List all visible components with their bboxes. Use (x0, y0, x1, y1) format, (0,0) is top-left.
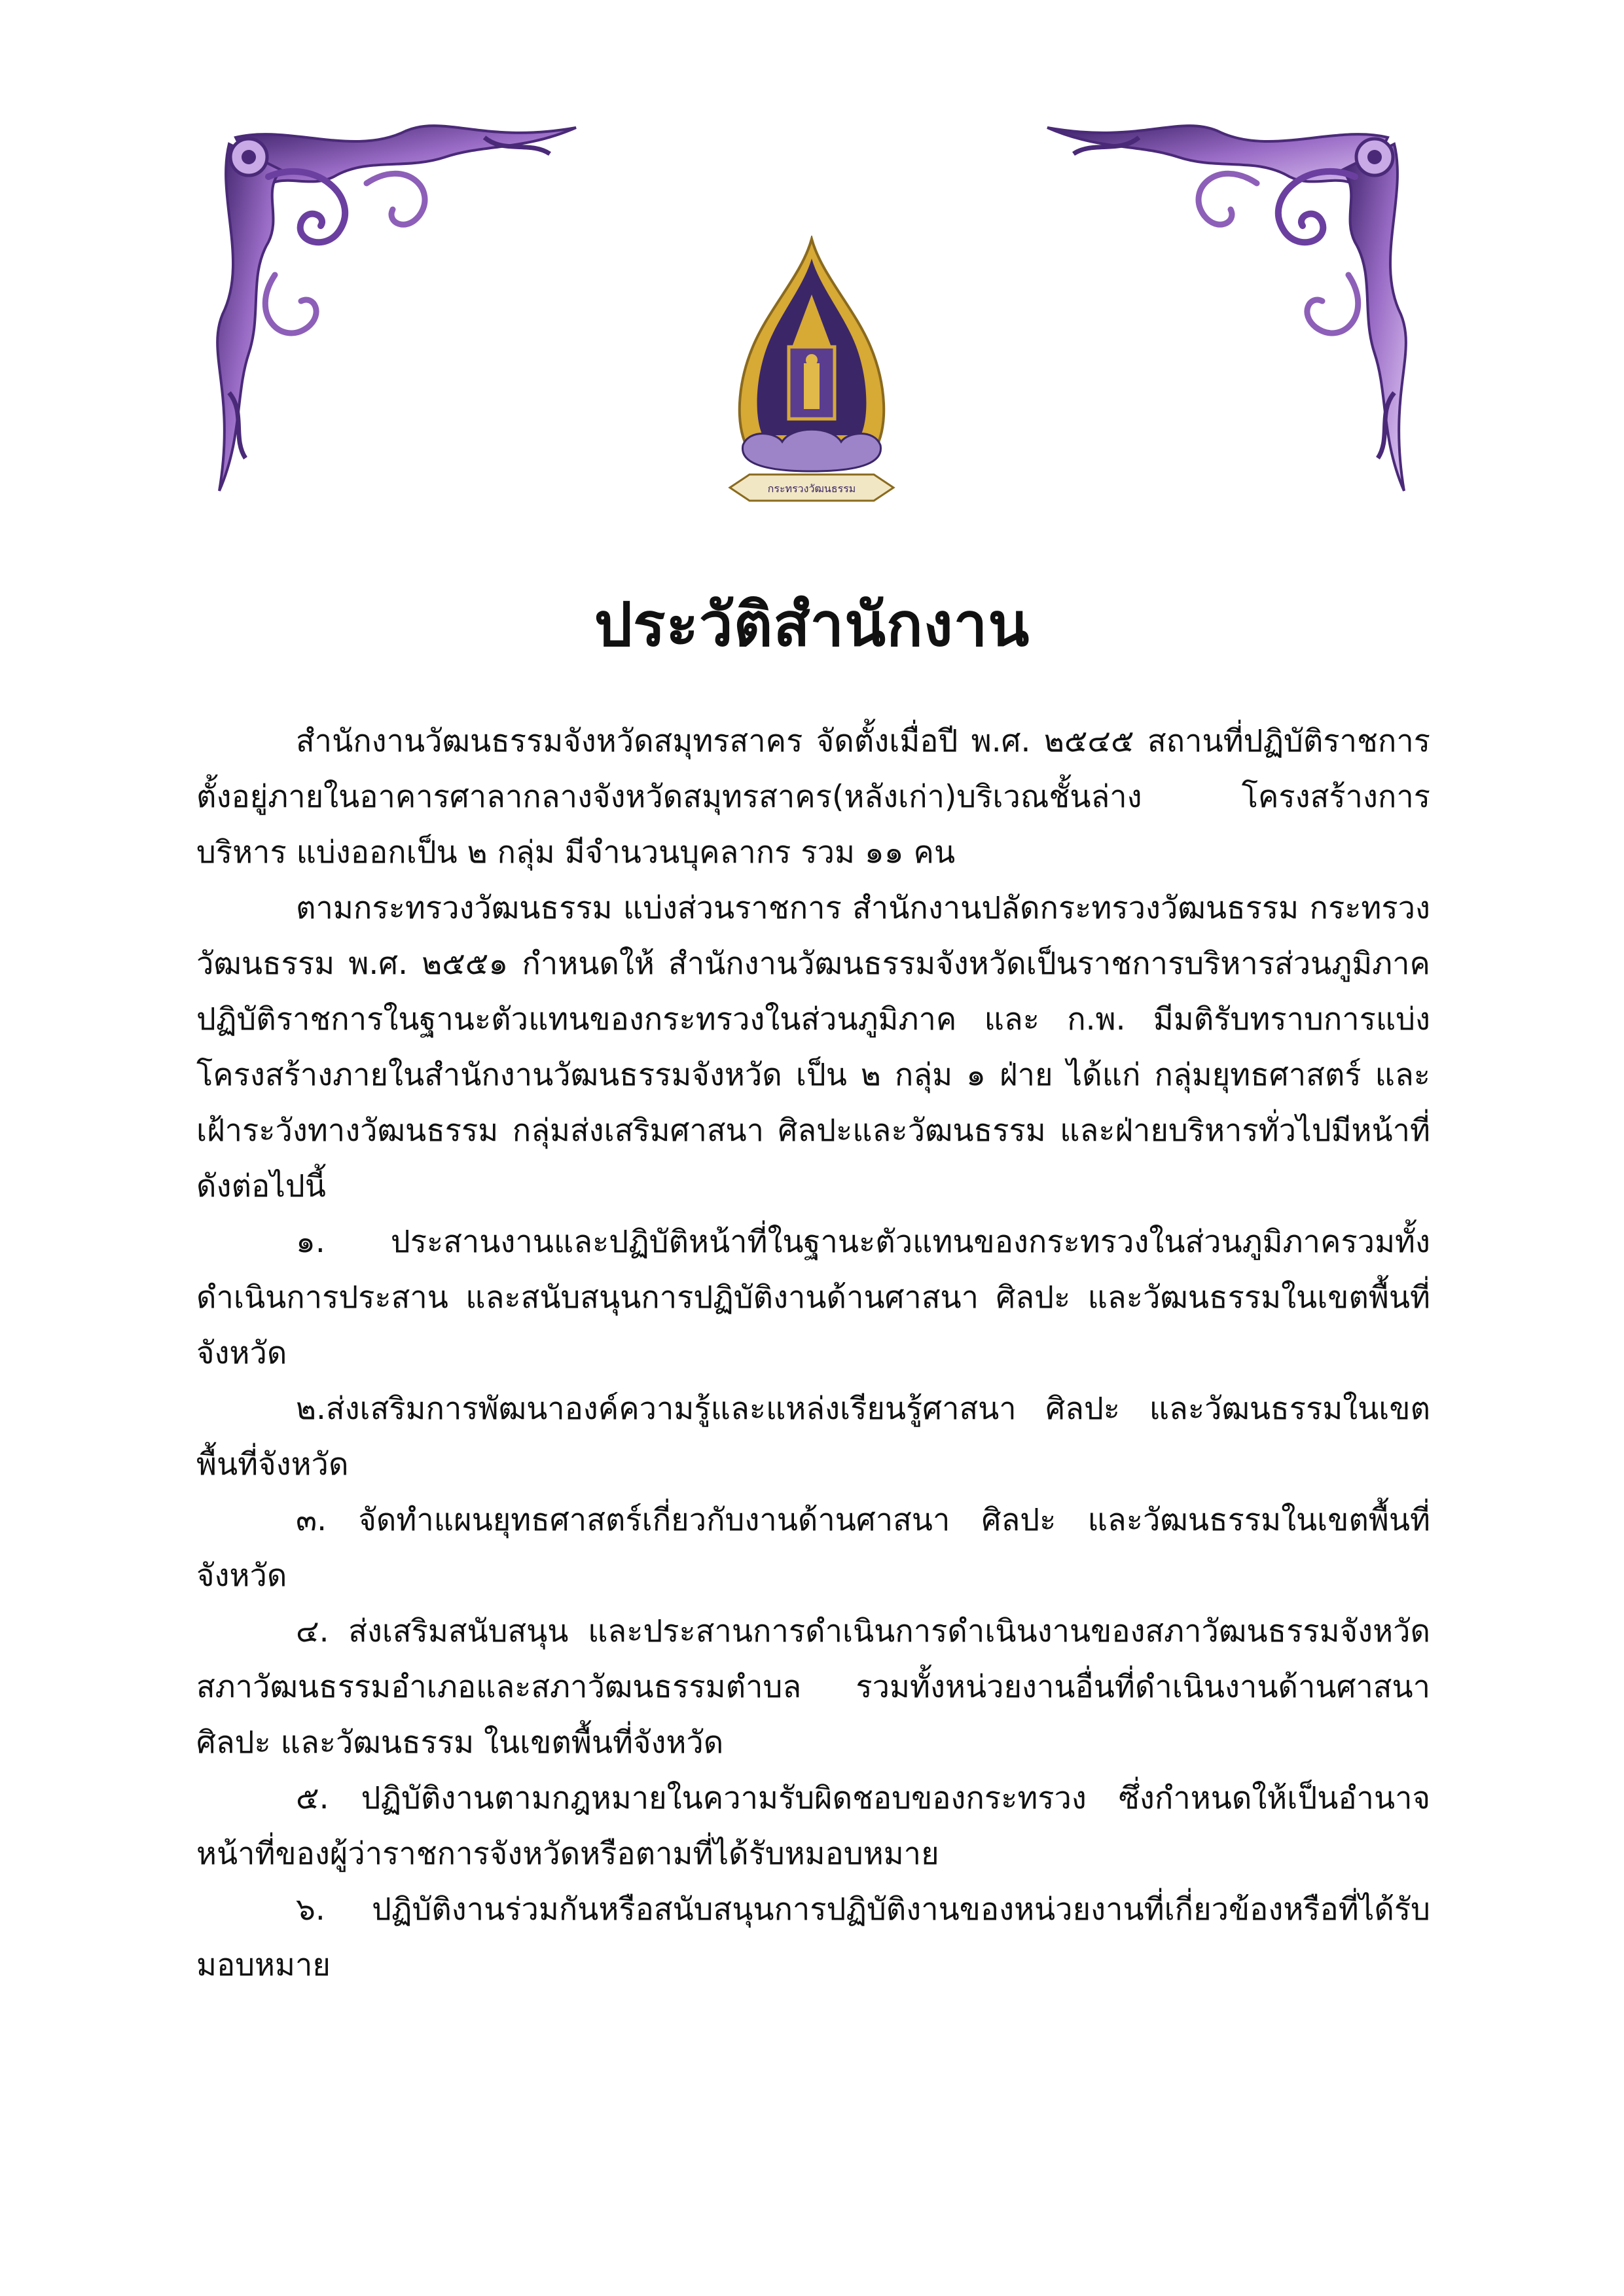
duty-item-1: ๑. ประสานงานและปฏิบัติหน้าที่ในฐานะตัวแทนของกระทรวงในส่วนภูมิภาครวมทั้งดำเนินการประสาน และสนับสนุนการปฏิบัติงานด้านศาสนา ศิลปะ และวัฒนธรรมในเขตพื้นที่จังหวัด (196, 1224, 1430, 1371)
corner-ornament-left (209, 118, 602, 511)
duty-item-5: ๕. ปฏิบัติงานตามกฎหมายในความรับผิดชอบของกระทรวง ซึ่งกำหนดให้เป็นอำนาจหน้าที่ของผู้ว่าราชการจังหวัดหรือตามที่ได้รับหมอบหมาย (196, 1780, 1430, 1872)
emblem-banner-text: กระทรวงวัฒนธรรม (767, 482, 856, 495)
duty-item-6: ๖. ปฏิบัติงานร่วมกันหรือสนับสนุนการปฏิบัติงานของหน่วยงานที่เกี่ยวข้องหรือที่ได้รับมอบหมาย (196, 1892, 1430, 1983)
ministry-emblem (723, 236, 900, 511)
paragraph-intro: สำนักงานวัฒนธรรมจังหวัดสมุทรสาคร จัดตั้งเมื่อปี พ.ศ. ๒๕๔๕ สถานที่ปฏิบัติราชการตั้งอยู่ภายในอาคารศาลากลางจังหวัดสมุทรสาคร(หลังเก่า)บริเวณชั้นล่าง โครงสร้างการบริหาร แบ่งออกเป็น ๒ กลุ่ม มีจำนวนบุคลากร รวม ๑๑ คน (196, 723, 1430, 870)
body-text (196, 713, 1430, 1993)
paragraph-structure: ตามกระทรวงวัฒนธรรม แบ่งส่วนราชการ สำนักงานปลัดกระทรวงวัฒนธรรม กระทรวงวัฒนธรรม พ.ศ. ๒๕๕๑ กำหนดให้ สำนักงานวัฒนธรรมจังหวัดเป็นราชการบริหารส่วนภูมิภาคปฏิบัติราชการในฐานะตัวแทนของกระทรวงในส่วนภูมิภาค และ ก.พ. มีมติรับทราบการแบ่งโครงสร้างภายในสำนักงานวัฒนธรรมจังหวัด เป็น ๒ กลุ่ม ๑ ฝ่าย ได้แก่ กลุ่มยุทธศาสตร์ และเฝ้าระวังทางวัฒนธรรม กลุ่มส่งเสริมศาสนา ศิลปะและวัฒนธรรม และฝ่ายบริหารทั่วไปมีหน้าที่ดังต่อไปนี้ (196, 890, 1430, 1204)
duty-item-3: ๓. จัดทำแผนยุทธศาสตร์เกี่ยวกับงานด้านศาสนา ศิลปะ และวัฒนธรรมในเขตพื้นที่จังหวัด (196, 1502, 1430, 1594)
duty-item-4: ๔. ส่งเสริมสนับสนุน และประสานการดำเนินการดำเนินงานของสภาวัฒนธรรมจังหวัด สภาวัฒนธรรมอำเภอและสภาวัฒนธรรมตำบล รวมทั้งหน่วยงานอื่นที่ดำเนินงานด้านศาสนา ศิลปะ และวัฒนธรรม ในเขตพื้นที่จังหวัด (196, 1613, 1430, 1761)
duty-item-2: ๒.ส่งเสริมการพัฒนาองค์ความรู้และแหล่งเรียนรู้ศาสนา ศิลปะ และวัฒนธรรมในเขตพื้นที่จังหวัด (196, 1391, 1430, 1482)
page-title: ประวัติสำนักงาน (594, 590, 1030, 660)
corner-ornament-right (1021, 118, 1414, 511)
